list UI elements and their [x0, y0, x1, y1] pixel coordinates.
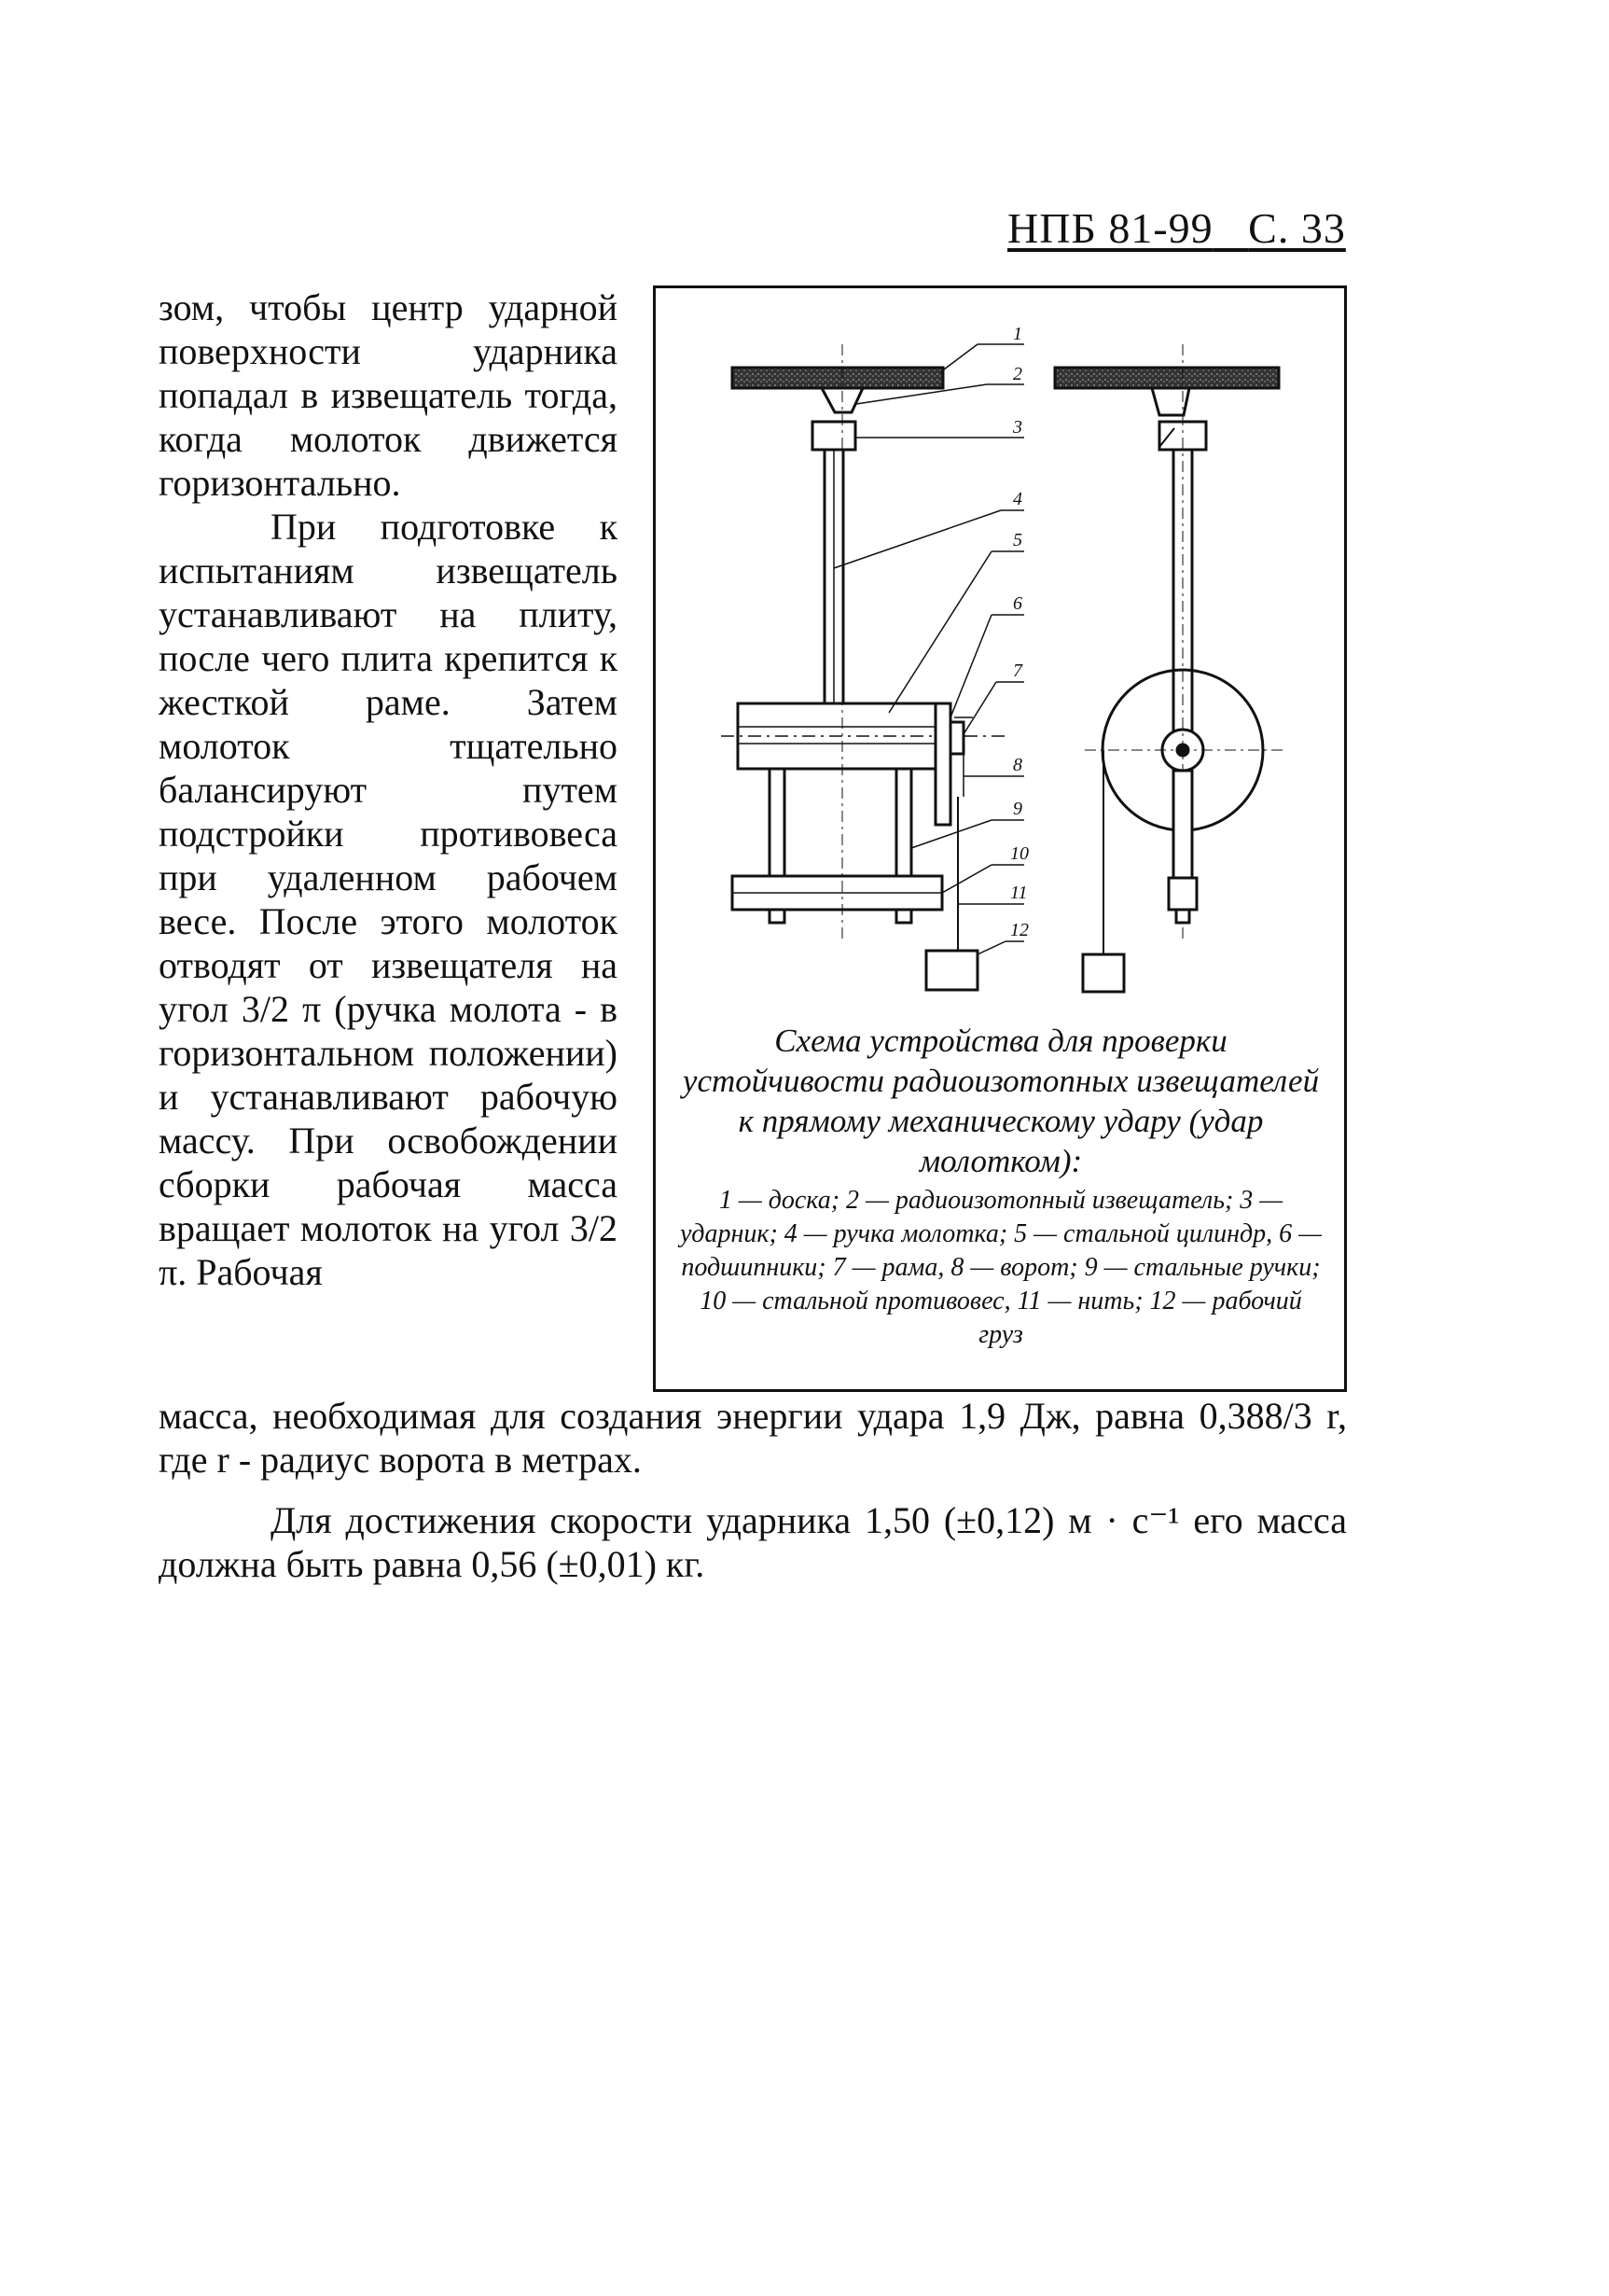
board-right [1055, 368, 1279, 388]
board-left [732, 368, 943, 388]
paragraph-2-start: При подготовке к испытаниям извещатель устанавливают на плиту, после чего плита крепится к жесткой раме. Затем молоток тщательно балансируют путем подстройки противовеса при удаленном рабочем весе. После этого молоток отводят от извещателя на угол 3/2 π (ручка молота - в горизонтальном положении) и устанавливают рабочую массу. При освобождении сборки рабочая масса вращает молоток на угол 3/2 π. Рабочая [159, 506, 617, 1293]
label-5: 5 [1013, 530, 1022, 550]
label-10: 10 [1010, 843, 1029, 864]
left-column-text [159, 285, 617, 1294]
front-view [721, 344, 1010, 990]
part-labels [1010, 324, 1029, 940]
label-6: 6 [1013, 593, 1022, 614]
paragraph-2-end: масса, необходимая для создания энергии удара 1,9 Дж, равна 0,388/3 r, где r - радиус ворота в метрах. [159, 1395, 1347, 1481]
document-code: НПБ 81-99 [1007, 204, 1214, 252]
label-3: 3 [1013, 417, 1022, 438]
paragraph-1: зом, чтобы центр ударной поверхности ударника попадал в извещатель тогда, когда молоток движется горизонтально. [159, 286, 617, 504]
figure-legend: 1 — доска; 2 — радиоизотопный извещатель; 3 — ударник; 4 — ручка молотка; 5 — стальной цилиндр, 6 — подшипники; 7 — рама, 8 — ворот; 9 — стальные ручки; 10 — стальной противовес, 11 — нить; 12 — рабочий груз [679, 1186, 1323, 1349]
label-1: 1 [1013, 324, 1022, 344]
load-right [1083, 954, 1124, 992]
leader-lines [834, 344, 1024, 954]
bearing-left [950, 722, 964, 754]
label-2: 2 [1013, 364, 1022, 384]
label-12: 12 [1010, 920, 1029, 940]
label-4: 4 [1013, 489, 1022, 509]
page-header [1007, 203, 1346, 253]
striker-left [812, 422, 855, 450]
paragraph-3: Для достижения скорости ударника 1,50 (±0,12) м · с⁻¹ его масса должна быть равна 0,56 (±0,01) кг. [159, 1499, 1347, 1585]
side-view [1055, 344, 1283, 992]
label-8: 8 [1013, 755, 1022, 775]
label-11: 11 [1010, 883, 1028, 903]
page-number: С. 33 [1248, 204, 1346, 252]
figure-frame [653, 285, 1347, 1392]
device-diagram [656, 288, 1346, 1016]
load-left [926, 951, 978, 990]
figure-caption: Схема устройства для проверки устойчивости радиоизотопных извещателей к прямому механическому удару (удар молотком): [682, 1023, 1320, 1179]
label-9: 9 [1013, 799, 1022, 819]
frame-left [936, 703, 950, 825]
label-7: 7 [1013, 661, 1022, 681]
detector-right [1152, 388, 1189, 415]
counterweight-right [1169, 878, 1197, 910]
